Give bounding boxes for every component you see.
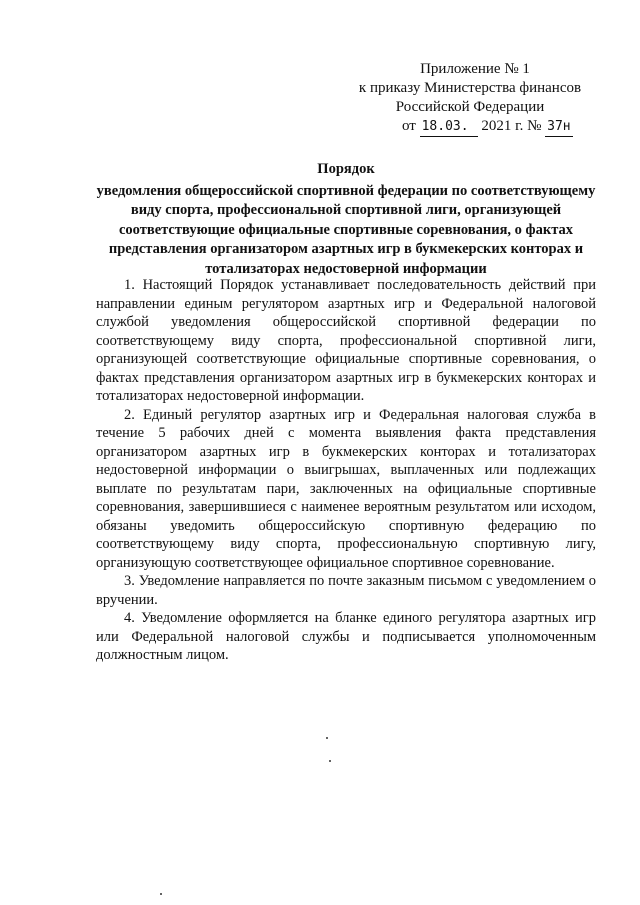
title-subtitle: уведомления общероссийской спортивной федерации по соответствующему виду спорта, профессиональной спортивной лиги, организующей соответствующие официальные спортивные соревнования, о фактах представления организатором азартных игр в букмекерских конторах и тотализаторах недостоверной информации bbox=[96, 182, 596, 277]
paragraph-1: 1. Настоящий Порядок устанавливает последовательность действий при направлении единым регулятором азартных игр и Федеральной налоговой службой уведомления общероссийской спортивной федерации по соответствующему виду спорта, профессиональной спортивной лиги, организующей соответствующие официальные спортивные соревнования, о фактах представления организатором азартных игр в букмекерских конторах и тотализаторах недостоверной информации. bbox=[96, 277, 596, 404]
date-prefix: от bbox=[402, 118, 416, 134]
document-body bbox=[96, 276, 596, 665]
paragraph-4: 4. Уведомление оформляется на бланке единого регулятора азартных игр или Федеральной налоговой службы и подписывается уполномоченным должностным лицом. bbox=[96, 610, 596, 663]
handwritten-order-number: 37н bbox=[545, 117, 572, 137]
appendix-label: Приложение № 1 bbox=[420, 61, 530, 77]
order-date-line bbox=[402, 117, 600, 137]
title-heading: Порядок bbox=[317, 161, 375, 177]
scan-speck bbox=[329, 760, 331, 762]
document-title bbox=[96, 160, 596, 279]
order-reference: к приказу Министерства финансов bbox=[358, 80, 582, 96]
paragraph-3: 3. Уведомление направляется по почте заказным письмом с уведомлением о вручении. bbox=[96, 573, 596, 608]
scan-speck bbox=[326, 737, 328, 739]
handwritten-date: 18.03. bbox=[420, 117, 478, 137]
paragraph-2: 2. Единый регулятор азартных игр и Федеральная налоговая служба в течение 5 рабочих дней с момента выявления факта представления организатором азартных игр в букмекерских конторах и тотализаторах недостоверной информации о выигрышах, выплаченных или подлежащих выплате по результатам пари, заключенных на официальные спортивные соревнования, завершившиеся с наименее вероятным результатом или исходом, обязаны уведомить общероссийскую спортивную федерацию по соответствующему виду спорта, профессиональную спортивную лигу, организующую соответствующее официальное спортивное соревнование. bbox=[96, 406, 596, 571]
year-number-text: 2021 г. № bbox=[481, 118, 542, 134]
ministry-country: Российской Федерации bbox=[395, 99, 545, 115]
scan-speck bbox=[160, 893, 162, 895]
appendix-header bbox=[340, 60, 600, 137]
